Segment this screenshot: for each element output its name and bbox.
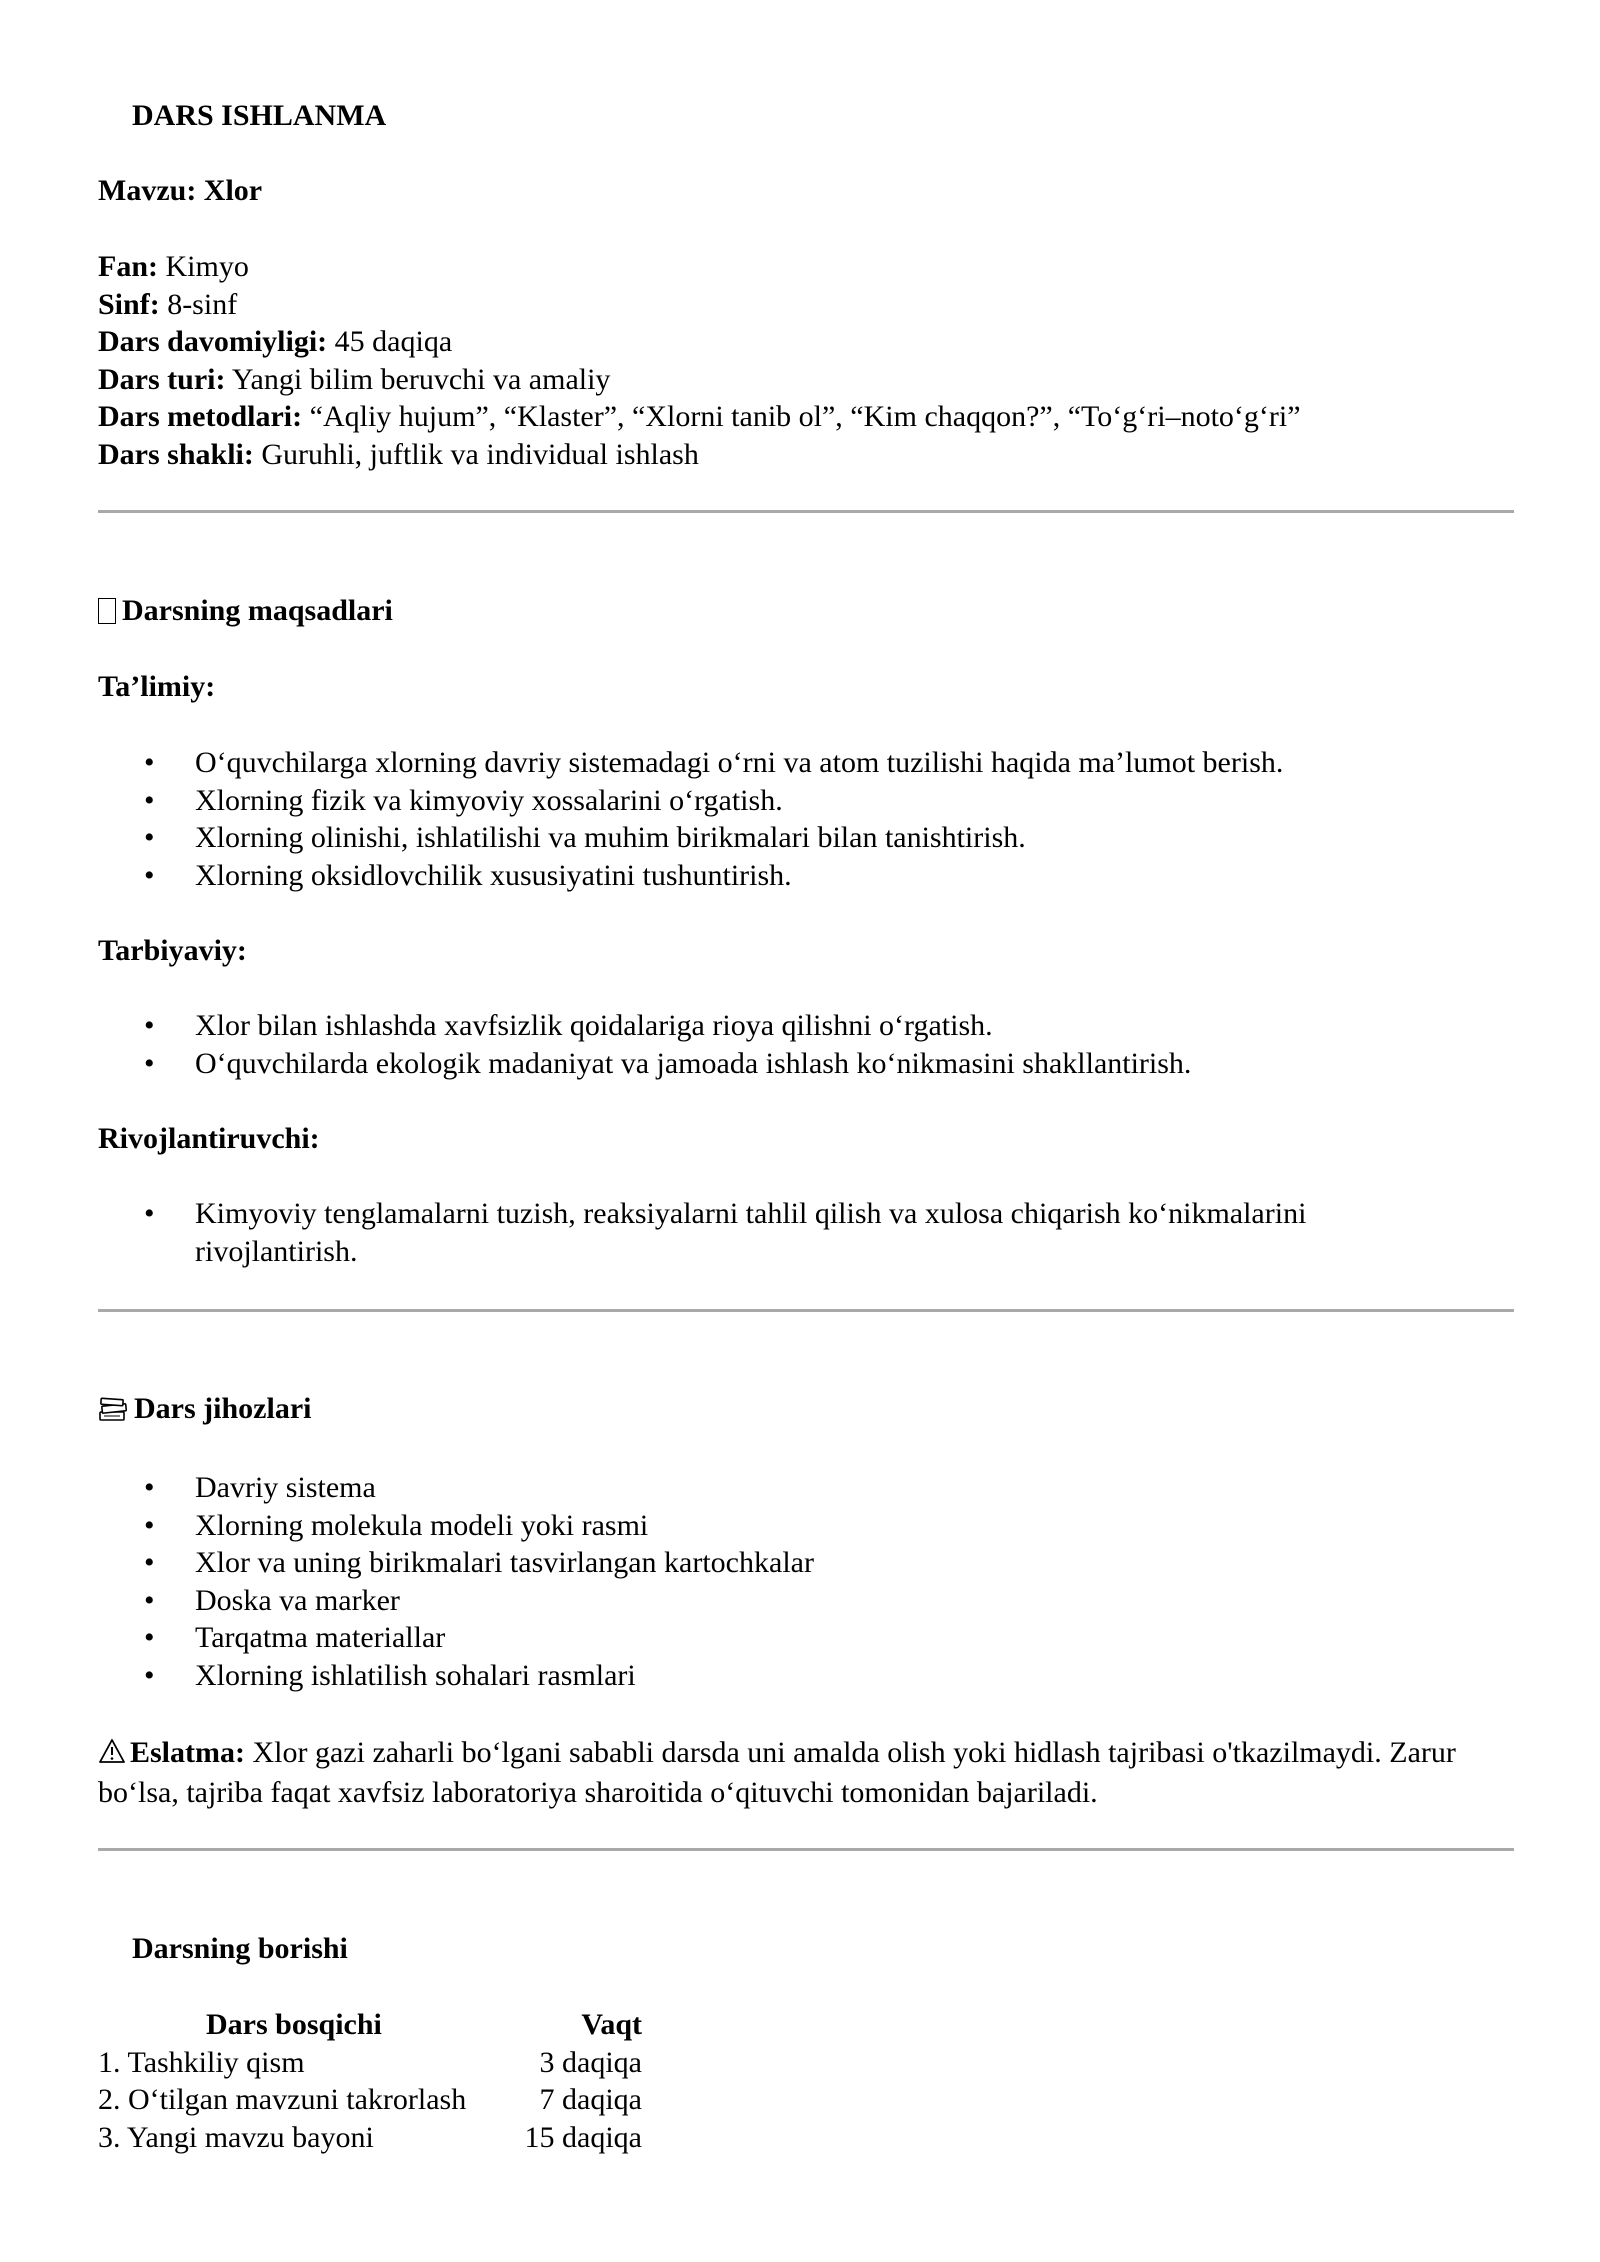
warning-icon	[98, 1736, 126, 1774]
books-icon	[98, 1395, 128, 1433]
list-item: • Kimyoviy tenglamalarni tuzish, reaksiyalarni tahlil qilish va xulosa chiqarish ko‘nikmalarini rivojlantirish.	[98, 1195, 1428, 1270]
upbringing-goals-heading: Tarbiyaviy:	[98, 934, 247, 967]
educational-goals-heading: Ta’limiy:	[98, 670, 216, 703]
goals-heading-text: Darsning maqsadlari	[122, 594, 393, 627]
meta-value: “Aqliy hujum”, “Klaster”, “Xlorni tanib ol”, “Kim chaqqon?”, “To‘g‘ri–noto‘g‘ri”	[302, 400, 1301, 433]
meta-row-type	[98, 361, 1301, 399]
meta-value: Guruhli, juftlik va individual ishlash	[253, 437, 699, 471]
horizontal-divider	[98, 1848, 1514, 1851]
meta-label: Dars shakli:	[98, 437, 254, 471]
list-item: • Tarqatma materiallar	[98, 1619, 1514, 1657]
safety-note	[98, 1734, 1514, 1811]
list-item: • Xlorning olinishi, ishlatilishi va muhim birikmalari bilan tanishtirish.	[98, 819, 1514, 857]
time-cell: 7 daqiqa	[539, 2083, 642, 2116]
lesson-meta	[98, 248, 1301, 473]
stage-cell: 2. O‘tilgan mavzuni takrorlash	[98, 2083, 467, 2116]
list-item: • Xlor va uning birikmalari tasvirlangan kartochkalar	[98, 1544, 1514, 1582]
process-heading: Darsning borishi	[132, 1932, 348, 1965]
list-item: • Davriy sistema	[98, 1469, 1514, 1507]
time-cell: 3 daqiqa	[539, 2045, 642, 2079]
upbringing-goals-list	[98, 1007, 1514, 1082]
table-row	[98, 2119, 642, 2157]
list-item: • O‘quvchilarga xlorning davriy sistemadagi o‘rni va atom tuzilishi haqida ma’lumot berish.	[98, 744, 1514, 782]
table-header-row	[98, 2006, 642, 2044]
list-item: • O‘quvchilarda ekologik madaniyat va jamoada ishlash ko‘nikmasini shakllantirish.	[98, 1045, 1514, 1083]
note-text: Xlor gazi zaharli bo‘lgani sababli darsda uni amalda olish yoki hidlash tajribasi o'tkazilmaydi. Zarur bo‘lsa, tajriba faqat xavfsiz laboratoriya sharoitida o‘qituvchi tomonidan bajariladi.	[98, 1736, 1456, 1809]
equipment-heading-text: Dars jihozlari	[134, 1392, 312, 1425]
time-cell: 15 daqiqa	[524, 2120, 642, 2154]
lesson-topic: Mavzu: Xlor	[98, 174, 263, 207]
list-item: • Doska va marker	[98, 1582, 1514, 1620]
list-item: • Xlorning molekula modeli yoki rasmi	[98, 1507, 1514, 1545]
stage-cell: 1. Tashkiliy qism	[98, 2045, 305, 2079]
meta-label: Dars metodlari:	[98, 400, 303, 433]
meta-label: Dars davomiyligi:	[98, 325, 328, 358]
column-header-stage: Dars bosqichi	[206, 2008, 382, 2041]
horizontal-divider	[98, 1309, 1514, 1312]
list-item: • Xlorning fizik va kimyoviy xossalarini o‘rgatish.	[98, 782, 1514, 820]
meta-label: Sinf:	[98, 287, 160, 321]
meta-label: Dars turi:	[98, 362, 226, 396]
list-item: • Xlor bilan ishlashda xavfsizlik qoidalariga rioya qilishni o‘rgatish.	[98, 1007, 1514, 1045]
equipment-list	[98, 1469, 1514, 1694]
document-title: DARS ISHLANMA	[132, 99, 387, 132]
meta-value: Yangi bilim beruvchi va amaliy	[225, 362, 611, 396]
column-header-time: Vaqt	[581, 2008, 642, 2041]
meta-label: Fan:	[98, 250, 158, 283]
meta-row-duration	[98, 323, 1301, 361]
meta-row-subject	[98, 248, 1301, 286]
meta-value: 45 daqiqa	[327, 325, 453, 358]
stage-cell: 3. Yangi mavzu bayoni	[98, 2120, 374, 2154]
developmental-goals-list	[98, 1195, 1428, 1270]
meta-row-form	[98, 436, 1301, 474]
horizontal-divider	[98, 510, 1514, 513]
table-row	[98, 2044, 642, 2082]
meta-row-grade	[98, 286, 1301, 324]
list-item: • Xlorning oksidlovchilik xususiyatini tushuntirish.	[98, 857, 1514, 895]
developmental-goals-heading: Rivojlantiruvchi:	[98, 1122, 320, 1155]
note-label: Eslatma:	[130, 1736, 245, 1769]
equipment-heading	[98, 1390, 311, 1433]
educational-goals-list	[98, 744, 1514, 894]
list-item: • Xlorning ishlatilish sohalari rasmlari	[98, 1657, 1514, 1695]
lesson-stages-table	[98, 2006, 642, 2156]
table-row	[98, 2081, 642, 2119]
missing-glyph-icon	[98, 598, 116, 624]
meta-value: Kimyo	[158, 250, 249, 283]
meta-row-methods	[98, 398, 1301, 436]
goals-heading	[98, 592, 393, 630]
meta-value: 8-sinf	[159, 287, 238, 321]
